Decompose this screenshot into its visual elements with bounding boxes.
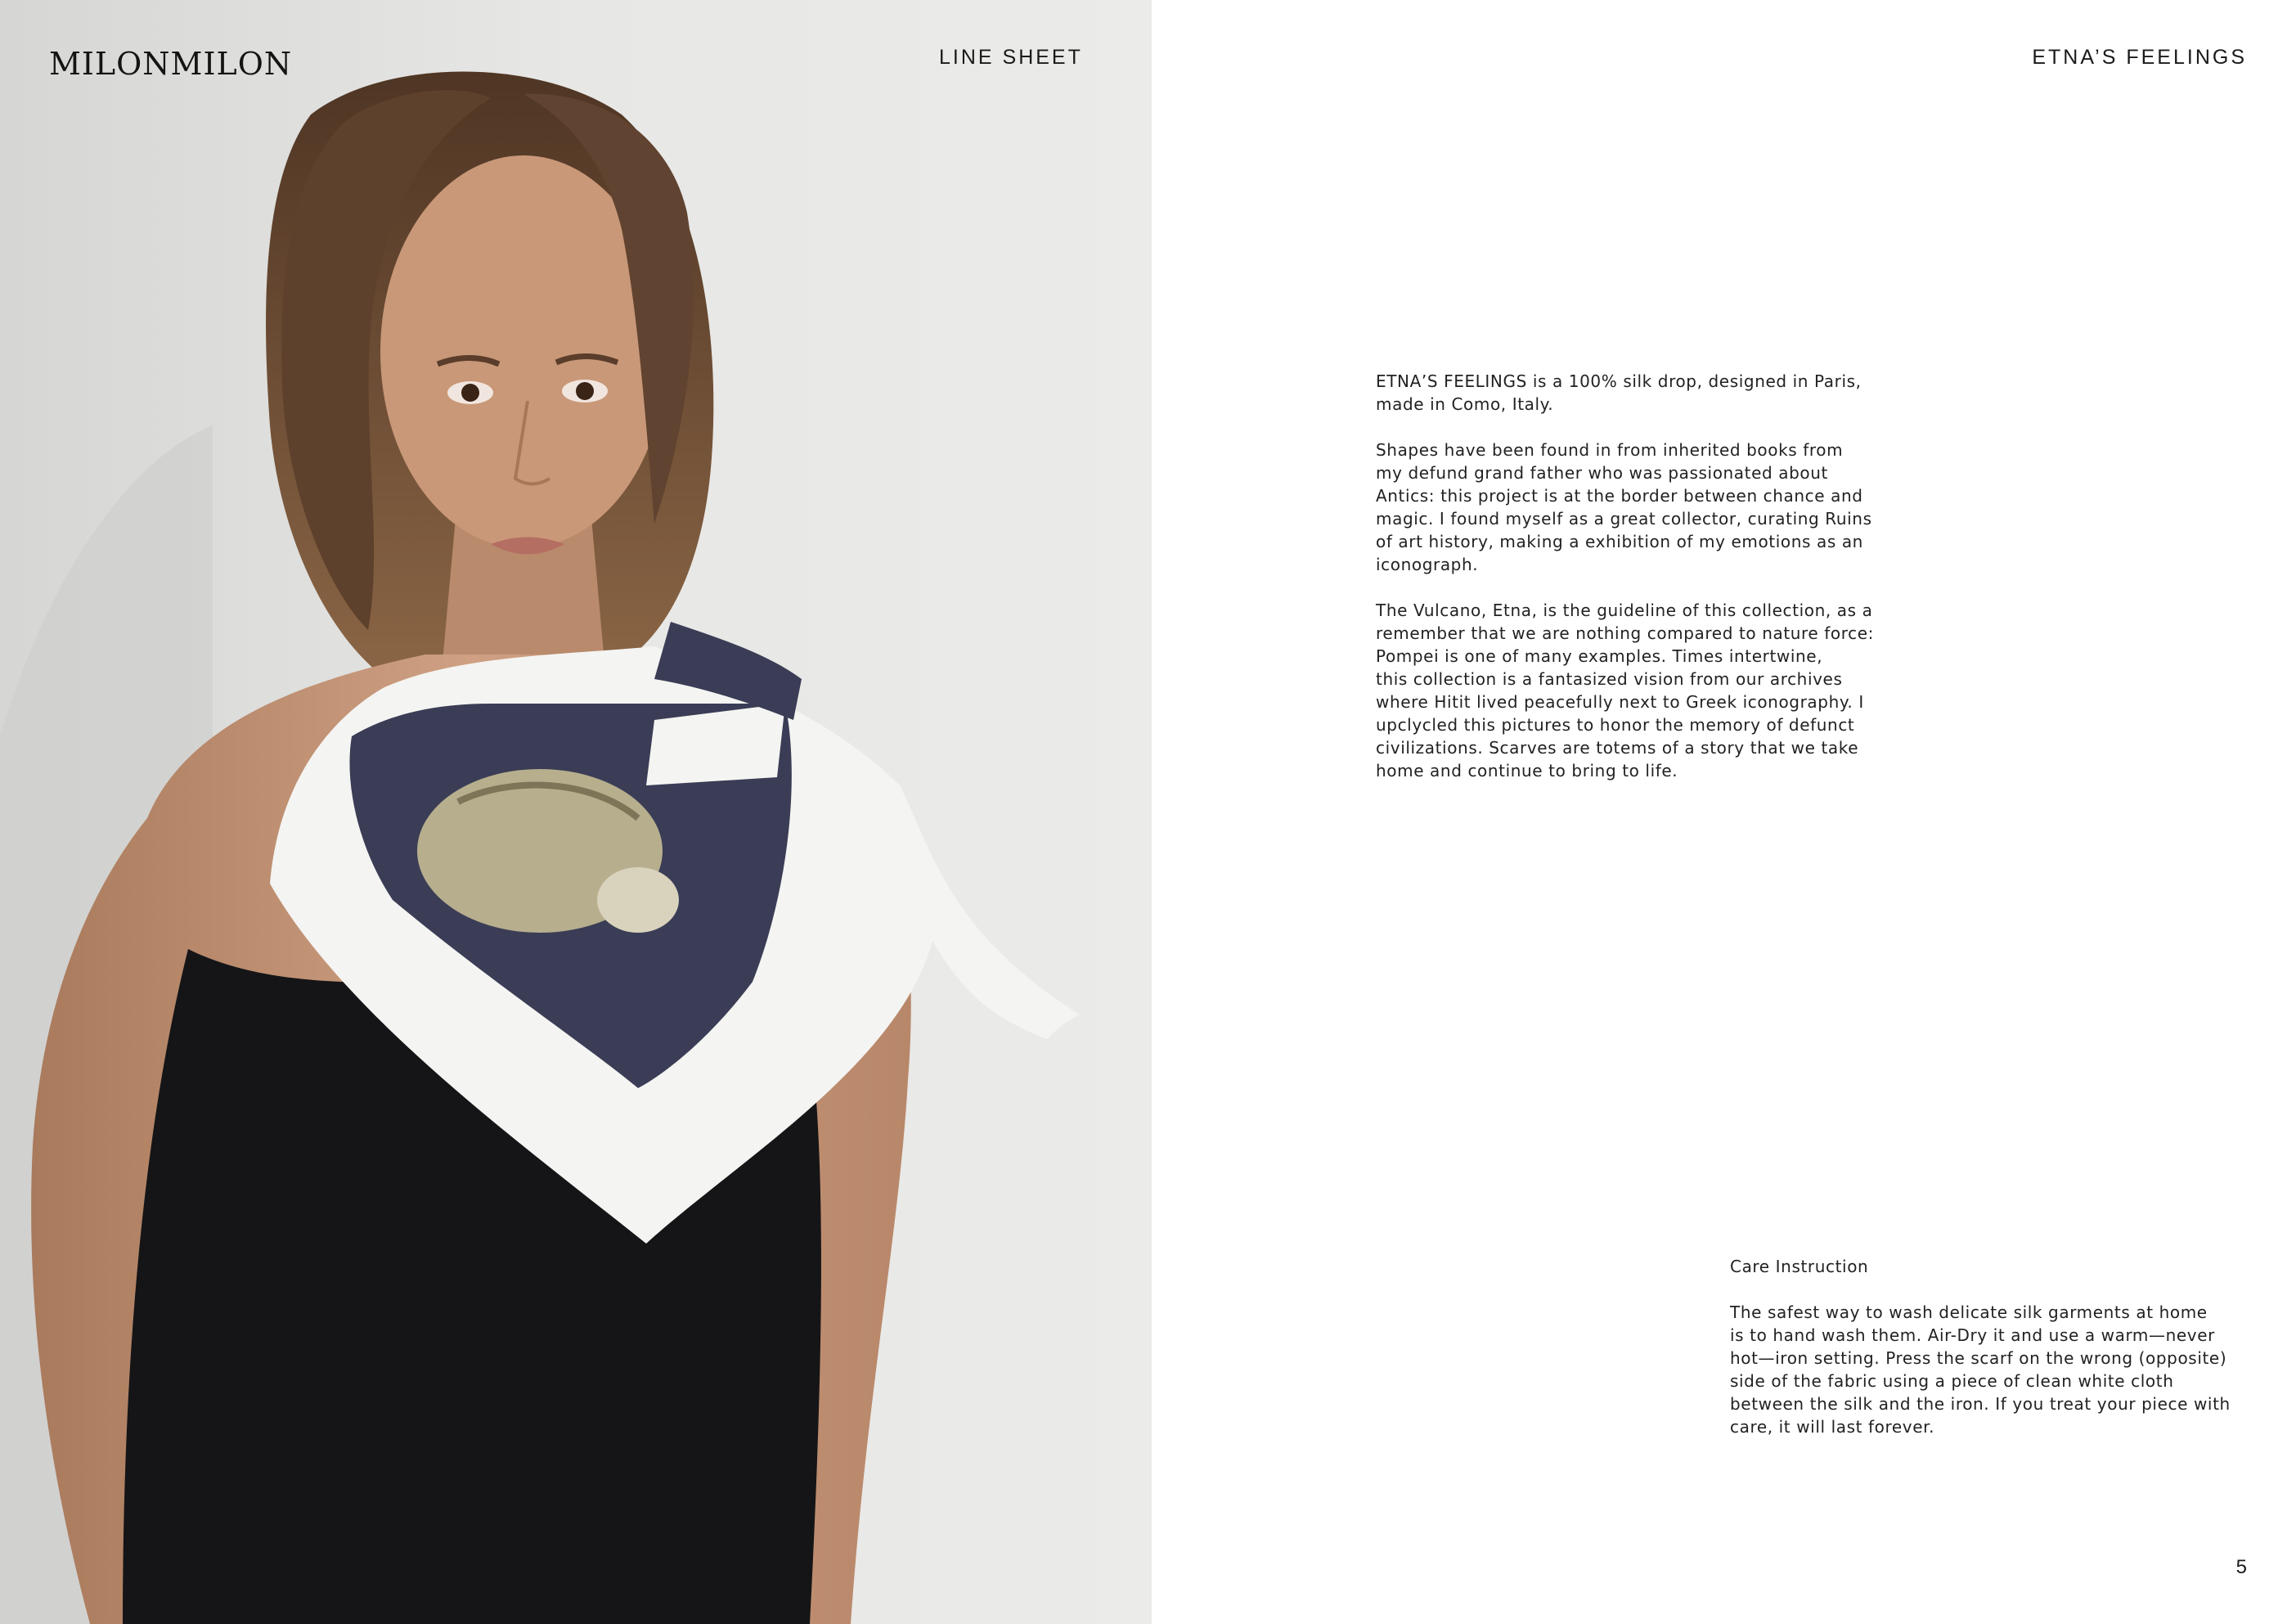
brand-logo: MILONMILON (49, 46, 293, 82)
collection-title: ETNA’S FEELINGS (2032, 46, 2247, 69)
line-sheet-label: LINE SHEET (939, 46, 1083, 69)
description-paragraph: Shapes have been found in from inherited books from my defund grand father who was passionated about Antics: this project is at the border between chance and magic. I found myself as a great collector, curating Ruins of art history, making a exhibition of my emotions as an iconograph. (1376, 440, 1872, 574)
care-instructions (1730, 1255, 2270, 1461)
text-page (1152, 0, 2296, 1624)
care-text: The safest way to wash delicate silk garments at home is to hand wash them. Air-Dry it and use a warm—never hot—iron setting. Press the scarf on the wrong (opposite) side of the fabric using a piece of clean white cloth between the silk and the iron. If you treat your piece with care, it will last forever. (1730, 1302, 2231, 1437)
collection-description (1376, 370, 1916, 805)
page-number: 5 (2235, 1556, 2247, 1578)
description-paragraph: The Vulcano, Etna, is the guideline of this collection, as a remember that we are nothing compared to nature force: Pompei is one of many examples. Times intertwine, this collection is a fantasized vision from our archives where Hitit lived peacefully next to Greek iconography. I upclycled this pictures to honor the memory of defunct civilizations. Scarves are totems of a story that we take home and continue to bring to life. (1376, 601, 1874, 781)
care-heading: Care Instruction (1730, 1257, 1869, 1276)
description-paragraph: ETNA’S FEELINGS is a 100% silk drop, designed in Paris, made in Como, Italy. (1376, 371, 1862, 414)
